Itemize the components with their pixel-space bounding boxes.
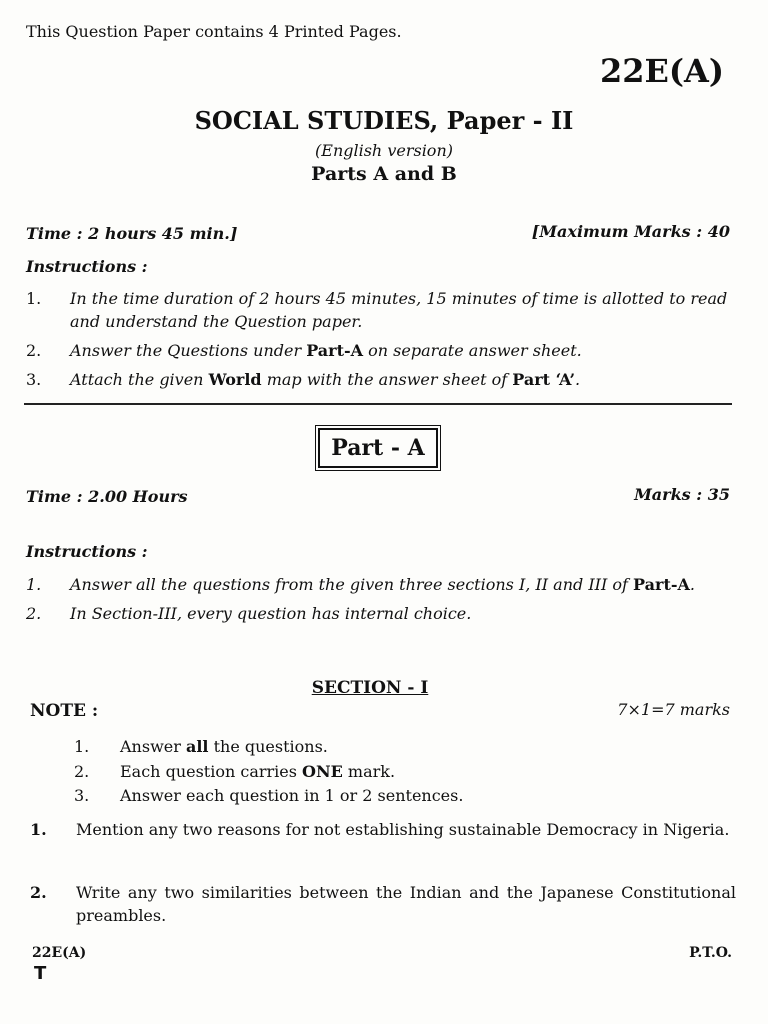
list-item	[26, 368, 732, 391]
section-heading: SECTION - I	[311, 678, 429, 698]
item-number: 3.	[74, 786, 90, 805]
question-number: 2.	[30, 883, 47, 902]
part-a-instructions-list	[26, 573, 732, 631]
note-list	[74, 735, 463, 809]
note-label: NOTE :	[30, 701, 99, 721]
paper-parts: Parts A and B	[311, 163, 457, 185]
item-number: 1.	[26, 575, 42, 594]
divider-rule	[24, 403, 732, 405]
item-text: In the time duration of 2 hours 45 minutes, 15 minutes of time is allotted to read and understand the Question paper.	[70, 289, 728, 331]
general-instructions-list	[26, 287, 732, 397]
list-item	[26, 602, 732, 625]
part-a-instructions-heading: Instructions :	[26, 542, 148, 561]
part-a-time: Time : 2.00 Hours	[26, 487, 188, 506]
question-text: Mention any two reasons for not establishing sustainable Democracy in Nigeria.	[76, 820, 730, 839]
list-item	[26, 287, 732, 333]
item-number: 2.	[26, 341, 42, 360]
item-number: 1.	[74, 737, 90, 756]
item-text: Answer all the questions from the given three sections I, II and III of Part-A.	[70, 575, 695, 594]
total-time: Time : 2 hours 45 min.]	[26, 224, 238, 243]
paper-code: 22E(A)	[599, 52, 724, 90]
question-1	[30, 818, 736, 841]
question-number: 1.	[30, 820, 47, 839]
item-text: In Section-III, every question has internal choice.	[70, 604, 472, 623]
question-2	[30, 881, 736, 927]
list-item	[74, 735, 463, 760]
part-a-marks: Marks : 35	[634, 485, 730, 504]
maximum-marks: [Maximum Marks : 40	[531, 222, 730, 241]
item-text: Each question carries ONE mark.	[120, 761, 396, 781]
item-number: 1.	[26, 289, 42, 308]
item-text: Answer all the questions.	[120, 737, 328, 756]
list-item	[26, 573, 732, 596]
item-number: 3.	[26, 370, 42, 389]
list-item	[74, 760, 463, 785]
general-instructions-heading: Instructions :	[26, 257, 148, 276]
list-item	[26, 339, 732, 362]
item-text: Answer each question in 1 or 2 sentences.	[120, 786, 464, 805]
question-text: Write any two similarities between the Indian and the Japanese Constitutional preambles.	[76, 883, 736, 925]
section-marks: 7×1=7 marks	[617, 700, 730, 719]
series-letter: T	[34, 963, 47, 984]
list-item	[74, 784, 463, 809]
footer-paper-code: 22E(A)	[32, 945, 87, 961]
page-turn-note: P.T.O.	[689, 945, 732, 961]
item-number: 2.	[26, 604, 42, 623]
item-text: Answer the Questions under Part-A on separate answer sheet.	[70, 341, 582, 360]
paper-title: SOCIAL STUDIES, Paper - II	[194, 106, 574, 135]
item-number: 2.	[74, 761, 90, 781]
page-count-note: This Question Paper contains 4 Printed Pages.	[26, 22, 402, 41]
paper-version: (English version)	[315, 141, 453, 160]
part-a-heading: Part - A	[318, 428, 438, 468]
item-text: Attach the given World map with the answer sheet of Part ‘A’.	[70, 370, 581, 389]
